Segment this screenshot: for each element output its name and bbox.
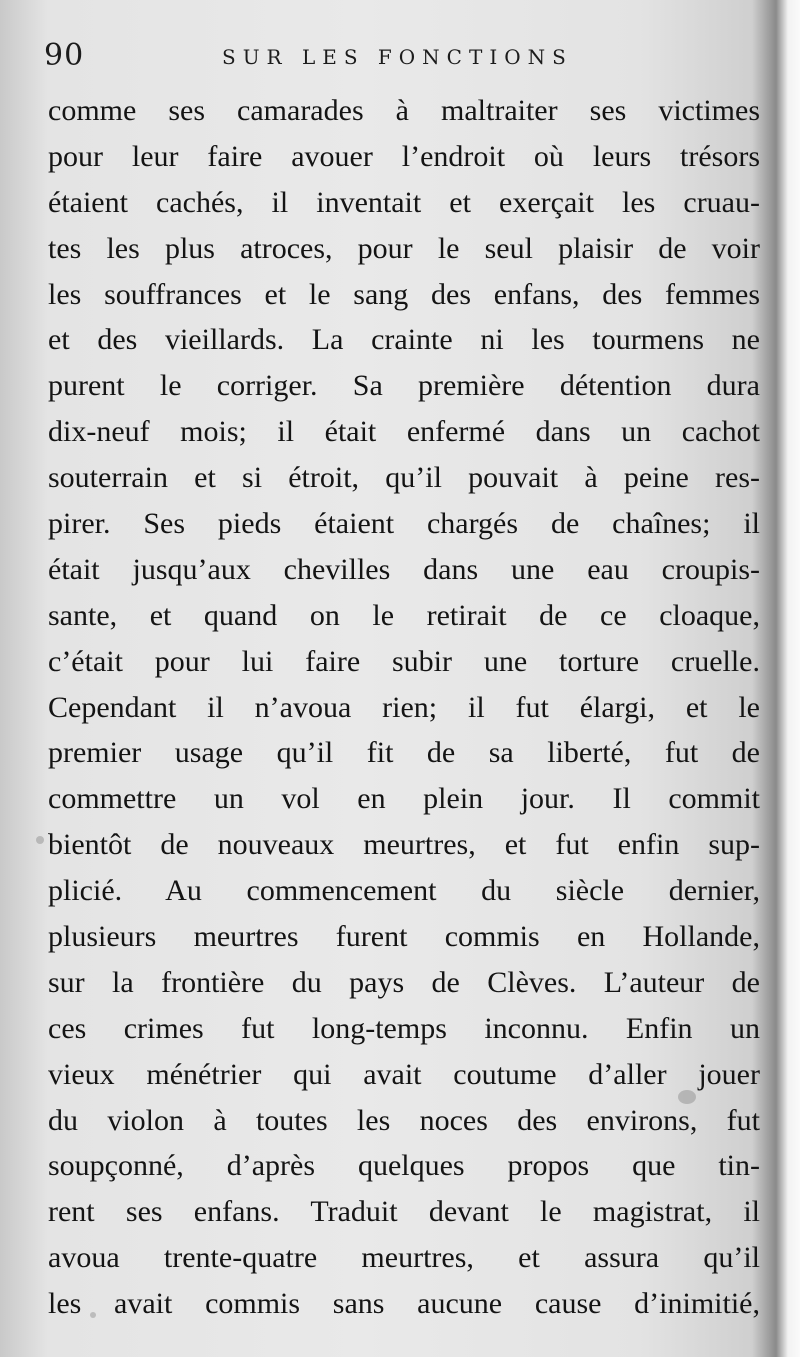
text-line: c’était pour lui faire subir une torture cruelle.	[48, 644, 760, 678]
text-line: rent ses enfans. Traduit devant le magistrat, il	[48, 1195, 760, 1229]
running-head: SUR LES FONCTIONS	[222, 45, 573, 69]
text-line: soupçonné, d’après quelques propos que tin-	[48, 1149, 760, 1183]
text-line: tes les plus atroces, pour le seul plaisir de voir	[48, 231, 760, 265]
text-line: comme ses camarades à maltraiter ses victimes	[48, 94, 760, 127]
text-line: du violon à toutes les noces des environs, fut	[48, 1103, 760, 1137]
text-line: et des vieillards. La crainte ni les tourmens ne	[48, 323, 760, 357]
paper-speck	[90, 1312, 96, 1318]
text-line: purent le corriger. Sa première détention dura	[48, 369, 760, 403]
paper-speck	[36, 836, 44, 844]
text-line: sante, et quand on le retirait de ce cloaque,	[48, 598, 760, 632]
text-line: bientôt de nouveaux meurtres, et fut enfin sup-	[48, 828, 760, 862]
text-line: ces crimes fut long-temps inconnu. Enfin un	[48, 1011, 760, 1045]
text-line: les avait commis sans aucune cause d’inimitié,	[48, 1287, 760, 1321]
text-line: dix-neuf mois; il était enfermé dans un cachot	[48, 415, 760, 449]
text-line: souterrain et si étroit, qu’il pouvait à peine res-	[48, 461, 760, 495]
text-line: pour leur faire avouer l’endroit où leurs trésors	[48, 139, 760, 173]
text-line: Cependant il n’avoua rien; il fut élargi, et le	[48, 690, 760, 724]
paper-speck	[678, 1090, 696, 1104]
text-line: commettre un vol en plein jour. Il commit	[48, 782, 760, 816]
page-number: 90	[44, 38, 85, 73]
text-line: premier usage qu’il fit de sa liberté, fut de	[48, 736, 760, 770]
text-line: plusieurs meurtres furent commis en Hollande,	[48, 920, 760, 954]
text-line: les souffrances et le sang des enfans, des femmes	[48, 277, 760, 311]
text-line: sur la frontière du pays de Clèves. L’auteur de	[48, 965, 760, 999]
text-line: pirer. Ses pieds étaient chargés de chaînes; il	[48, 507, 760, 541]
body-text	[48, 88, 760, 1327]
text-line: étaient cachés, il inventait et exerçait les cruau-	[48, 185, 760, 219]
text-line: avoua trente-quatre meurtres, et assura qu’il	[48, 1241, 760, 1275]
text-line: était jusqu’aux chevilles dans une eau croupis-	[48, 552, 760, 586]
text-line: plicié. Au commencement du siècle dernier,	[48, 874, 760, 908]
text-line: vieux ménétrier qui avait coutume d’aller jouer	[48, 1057, 760, 1091]
